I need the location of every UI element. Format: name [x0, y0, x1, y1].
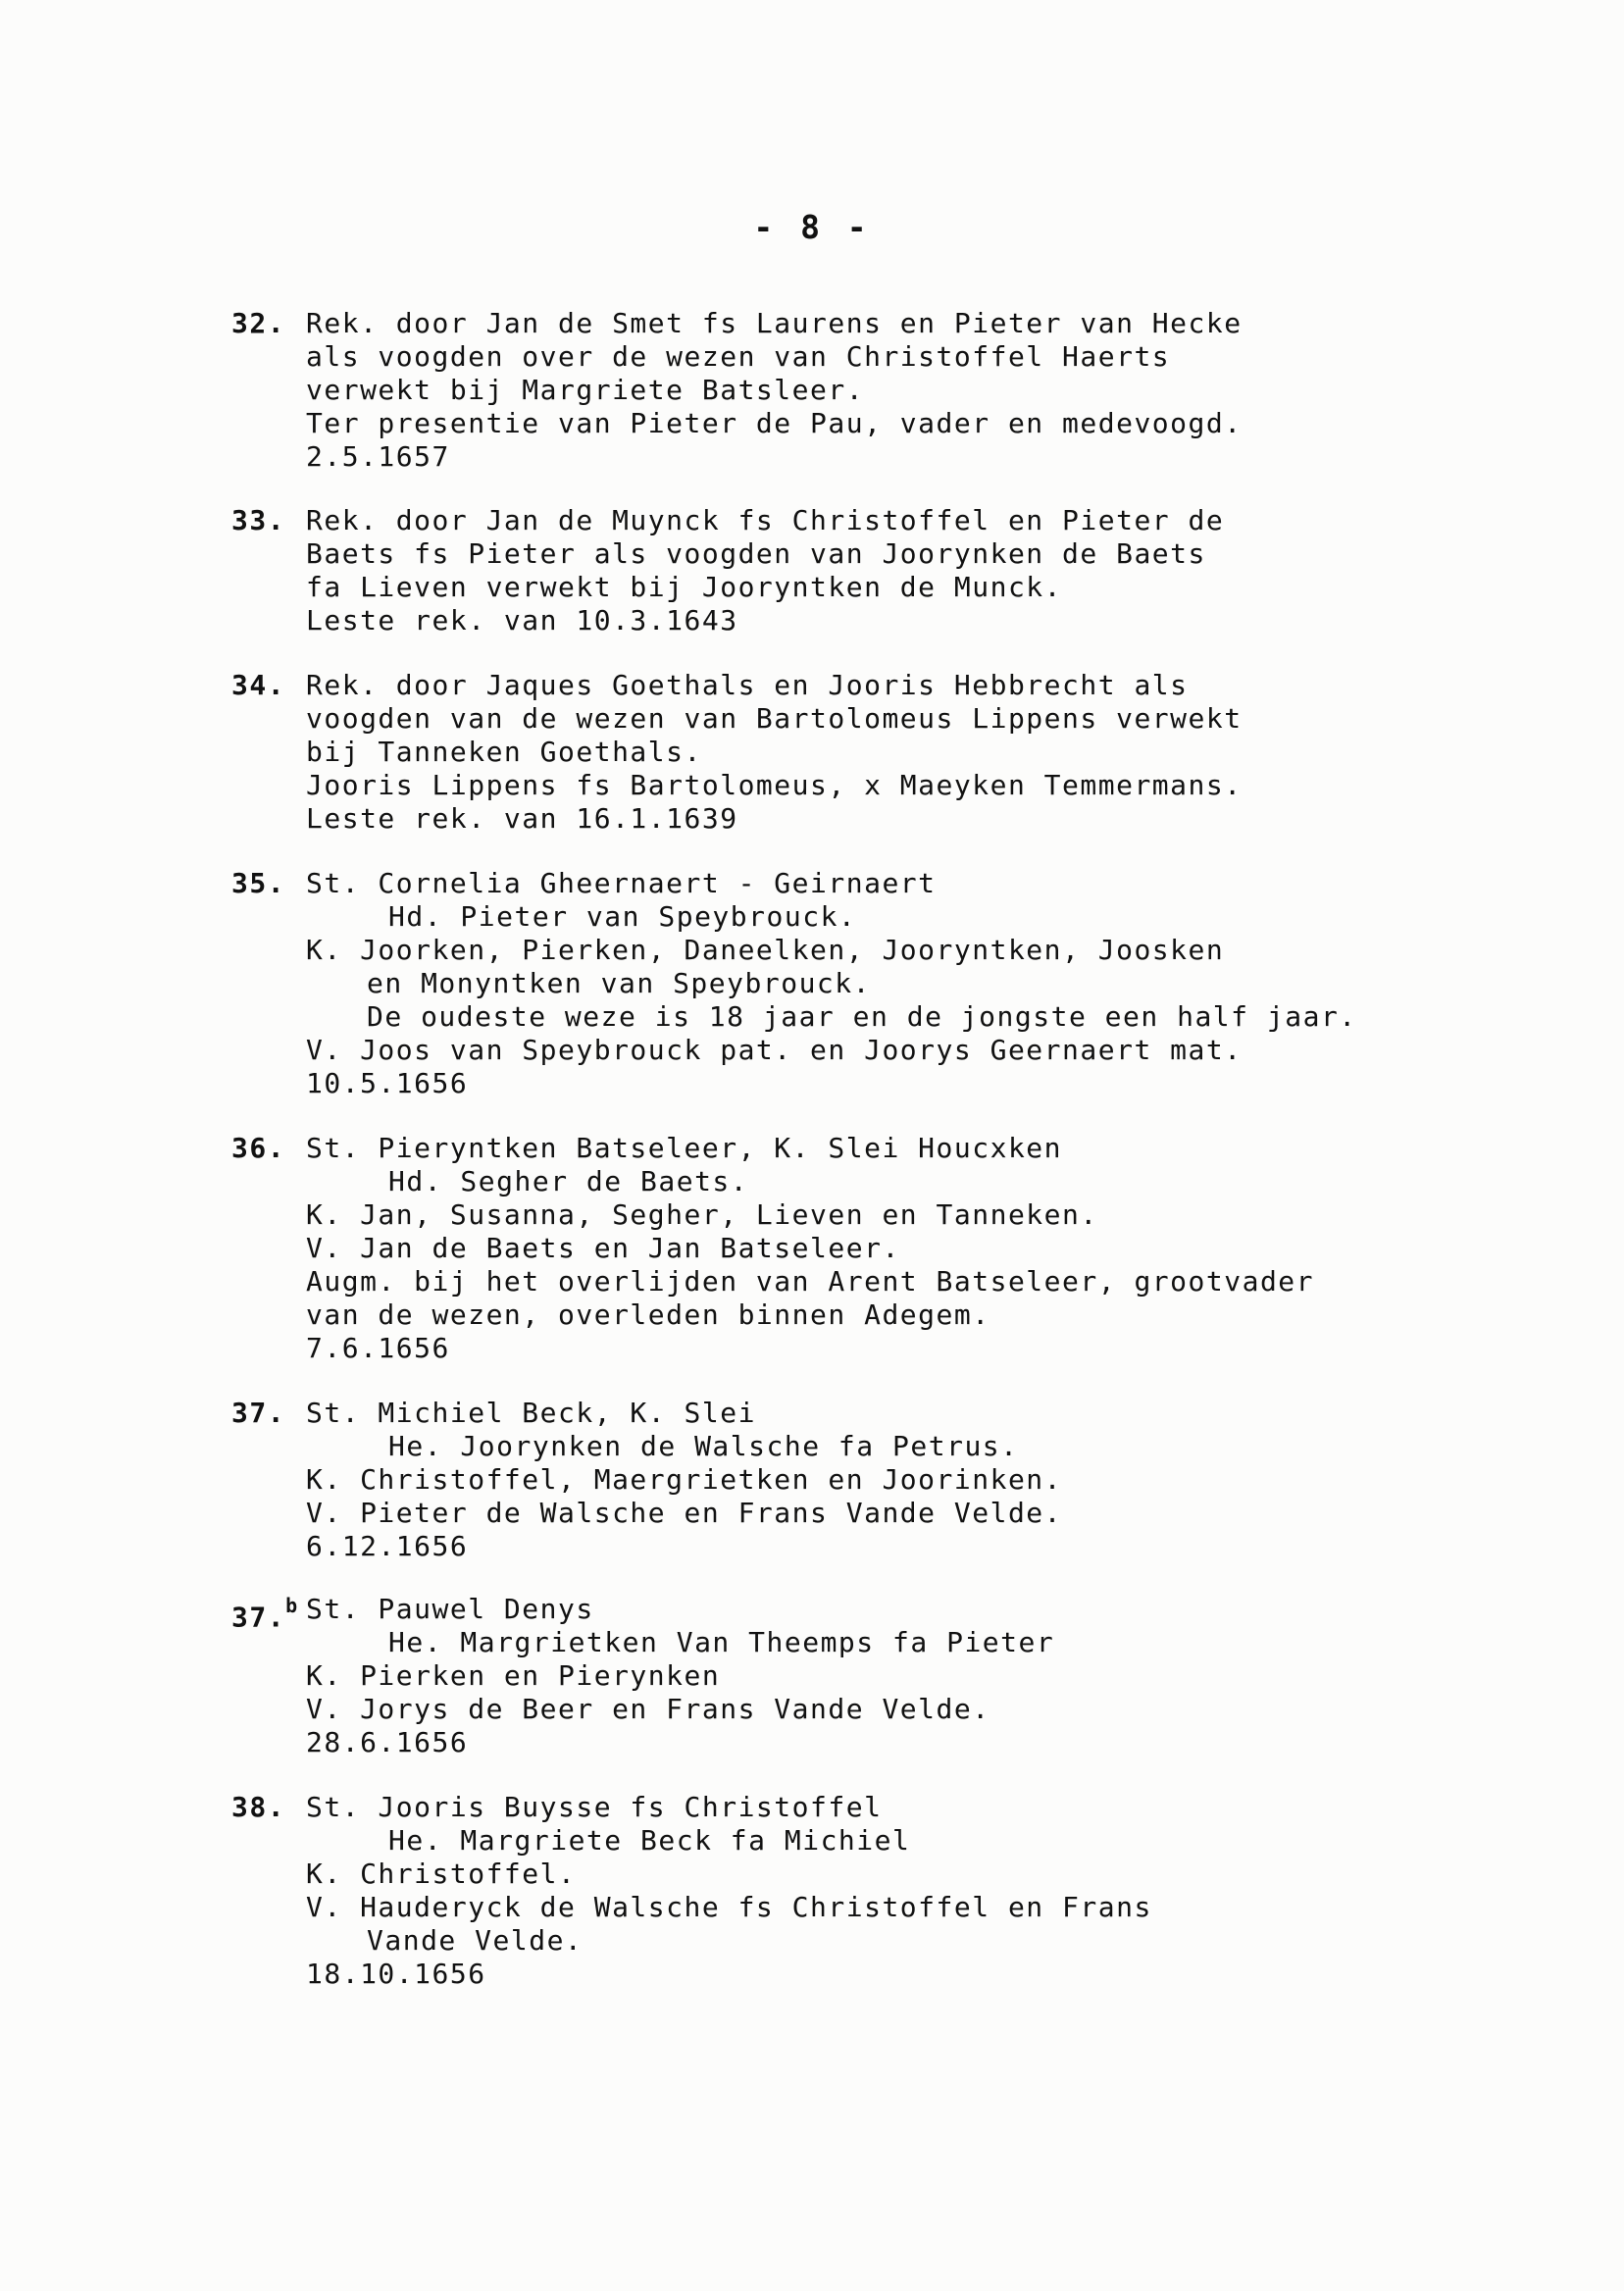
- entry-line: He. Margriete Beck fa Michiel: [388, 1824, 911, 1857]
- entry-line: 7.6.1656: [306, 1332, 450, 1364]
- entry-line: als voogden over de wezen van Christoffel Haerts: [306, 340, 1171, 373]
- entry-line: He. Margrietken Van Theemps fa Pieter: [388, 1626, 1055, 1658]
- entry-number: 34.: [231, 669, 286, 701]
- entry-line: Rek. door Jan de Muynck fs Christoffel en Pieter de: [306, 504, 1225, 536]
- entry-body: [306, 1593, 1512, 1759]
- entry-body: [306, 504, 1512, 637]
- entry-line: en Monyntken van Speybrouck.: [367, 967, 872, 999]
- entry-line: 6.12.1656: [306, 1530, 469, 1562]
- entry-body: [306, 1791, 1512, 1991]
- entry-body: [306, 669, 1512, 836]
- entry-line: voogden van de wezen van Bartolomeus Lippens verwekt: [306, 702, 1243, 735]
- entry-number: 37.: [231, 1397, 286, 1429]
- entry-line: Jooris Lippens fs Bartolomeus, x Maeyken Temmermans.: [306, 769, 1243, 801]
- entry-line: Leste rek. van 10.3.1643: [306, 604, 738, 636]
- entry-line: 18.10.1656: [306, 1958, 486, 1990]
- entry-line: St. Pieryntken Batseleer, K. Slei Houcxken: [306, 1132, 1063, 1164]
- entry-number: [231, 1593, 306, 1634]
- entry-line: van de wezen, overleden binnen Adegem.: [306, 1298, 990, 1331]
- entry-line: fa Lieven verwekt bij Jooryntken de Munck.: [306, 571, 1063, 603]
- entry-line: K. Christoffel, Maergrietken en Joorinken.: [306, 1463, 1063, 1496]
- entry-line: V. Jorys de Beer en Frans Vande Velde.: [306, 1693, 990, 1725]
- entry-line: Rek. door Jan de Smet fs Laurens en Pieter van Hecke: [306, 307, 1243, 339]
- entry-line: K. Pierken en Pierynken: [306, 1659, 721, 1692]
- entry-number: 38.: [231, 1791, 286, 1823]
- page-number: - 8 -: [753, 208, 871, 246]
- entry-number-main: 37.: [231, 1601, 286, 1634]
- entry-line: V. Jan de Baets en Jan Batseleer.: [306, 1232, 900, 1264]
- entry-line: Augm. bij het overlijden van Arent Batseleer, grootvader: [306, 1265, 1315, 1298]
- entry-line: Baets fs Pieter als voogden van Joorynken de Baets: [306, 537, 1206, 570]
- entry-line: St. Pauwel Denys: [306, 1593, 594, 1625]
- entry-line: Hd. Segher de Baets.: [388, 1165, 749, 1197]
- entry-body: [306, 307, 1512, 474]
- entry-body: [306, 1132, 1512, 1365]
- entry-line: K. Jan, Susanna, Segher, Lieven en Tanneken.: [306, 1198, 1098, 1231]
- entry-line: St. Michiel Beck, K. Slei: [306, 1397, 756, 1429]
- entry-line: V. Joos van Speybrouck pat. en Joorys Geernaert mat.: [306, 1034, 1243, 1066]
- entry-number: 32.: [231, 307, 286, 339]
- entry-line: V. Hauderyck de Walsche fs Christoffel en Frans: [306, 1891, 1152, 1923]
- entry-line: Rek. door Jaques Goethals en Jooris Hebbrecht als: [306, 669, 1189, 701]
- entry-number: 33.: [231, 504, 286, 536]
- entry-line: St. Cornelia Gheernaert - Geirnaert: [306, 867, 937, 899]
- entry-line: verwekt bij Margriete Batsleer.: [306, 374, 865, 406]
- entry-line: Ter presentie van Pieter de Pau, vader en medevoogd.: [306, 407, 1243, 439]
- entry-line: 10.5.1656: [306, 1067, 469, 1099]
- entry-line: V. Pieter de Walsche en Frans Vande Velde.: [306, 1497, 1063, 1529]
- entry-number-suffix: b: [285, 1594, 299, 1617]
- entry-line: 2.5.1657: [306, 440, 450, 473]
- entry-line: bij Tanneken Goethals.: [306, 736, 702, 768]
- entry-line: 28.6.1656: [306, 1726, 469, 1758]
- entry-line: Hd. Pieter van Speybrouck.: [388, 900, 857, 933]
- entry-line: St. Jooris Buysse fs Christoffel: [306, 1791, 883, 1823]
- entry-line: Leste rek. van 16.1.1639: [306, 802, 738, 835]
- entry-body: [306, 1397, 1512, 1563]
- entry-line: Vande Velde.: [367, 1924, 584, 1957]
- entry-line: K. Christoffel.: [306, 1858, 577, 1890]
- entry-line: K. Joorken, Pierken, Daneelken, Jooryntken, Joosken: [306, 934, 1225, 966]
- entry-number: 35.: [231, 867, 286, 899]
- entry-number: 36.: [231, 1132, 286, 1164]
- entry-line: De oudeste weze is 18 jaar en de jongste een half jaar.: [367, 1000, 1357, 1033]
- entry-body: [306, 867, 1512, 1100]
- entry-line: He. Joorynken de Walsche fa Petrus.: [388, 1430, 1019, 1462]
